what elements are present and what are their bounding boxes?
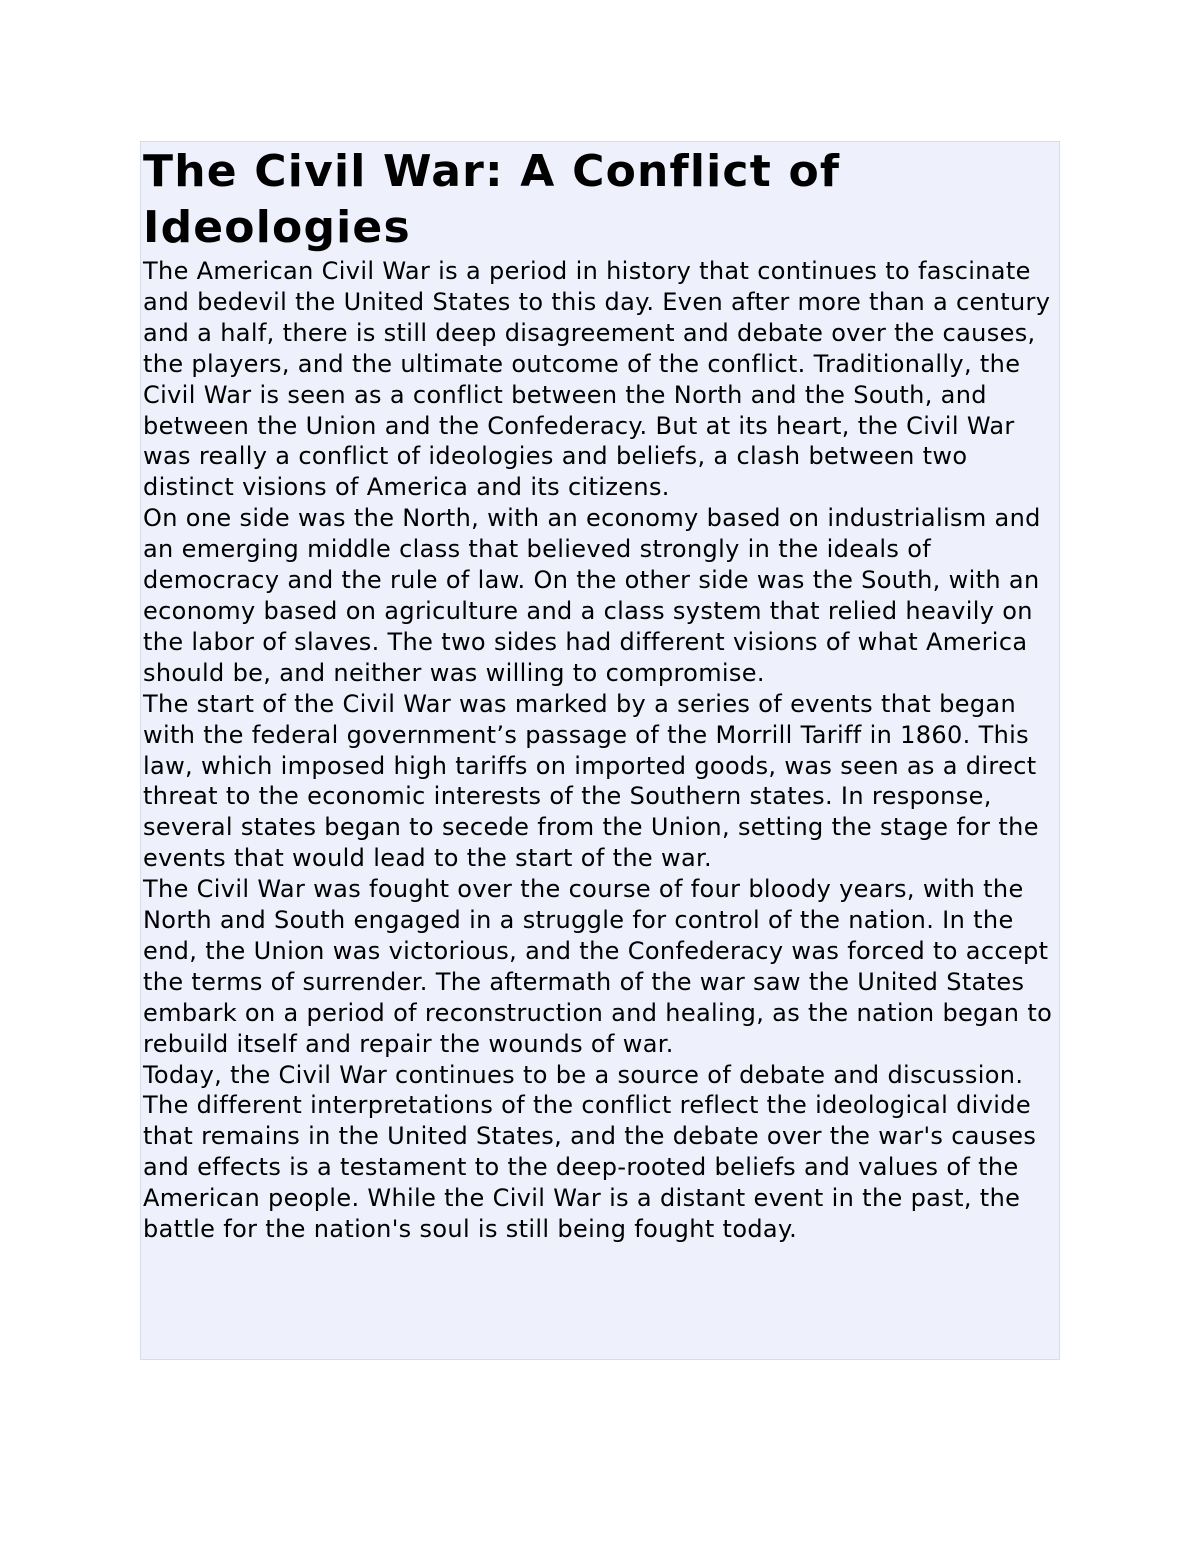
paragraph-4: The Civil War was fought over the course of four bloody years, with the North and South engaged in a struggle for control of the nation. In the end, the Union was victorious, and the Confederacy was forced to accept the terms of surrender. The aftermath of the war saw the United States embark on a period of reconstruction and healing, as the nation began to rebuild itself and repair the wounds of war. bbox=[143, 875, 1053, 1058]
paragraph-1: The American Civil War is a period in history that continues to fascinate and bedevil the United States to this day. Even after more than a century and a half, there is still deep disagreement and debate over the causes, the players, and the ultimate outcome of the conflict. Traditionally, the Civil War is seen as a conflict between the North and the South, and between the Union and the Confederacy. But at its heart, the Civil War was really a conflict of ideologies and beliefs, a clash between two distinct visions of America and its citizens. bbox=[143, 257, 1051, 502]
document-title: The Civil War: A Conflict of Ideologies bbox=[143, 146, 841, 253]
document-body bbox=[140, 141, 1060, 1360]
paragraph-5: Today, the Civil War continues to be a source of debate and discussion. The different interpretations of the conflict reflect the ideological divide that remains in the United States, and the debate over the war's causes and effects is a testament to the deep-rooted beliefs and values of the American people. While the Civil War is a distant event in the past, the battle for the nation's soul is still being fought today. bbox=[143, 1060, 1037, 1244]
paragraph-3: The start of the Civil War was marked by a series of events that began with the federal government’s passage of the Morrill Tariff in 1860. This law, which imposed high tariffs on imported goods, was seen as a direct threat to the economic interests of the Southern states. In response, several states began to secede from the Union, setting the stage for the events that would lead to the start of the war. bbox=[143, 689, 1039, 873]
paragraph-2: On one side was the North, with an economy based on industrialism and an emerging middle class that believed strongly in the ideals of democracy and the rule of law. On the other side was the South, with an economy based on agriculture and a class system that relied heavily on the labor of slaves. The two sides had different visions of what America should be, and neither was willing to compromise. bbox=[143, 504, 1041, 687]
